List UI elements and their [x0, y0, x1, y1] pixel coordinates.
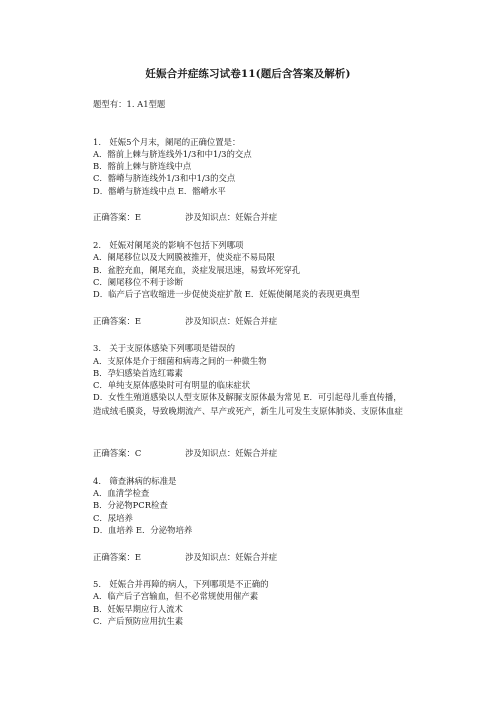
option-long: D．女性生殖道感染以人型支原体及解脲支原体最为常见 E．可引起母儿垂直传播，造成绒毛膜炎，导致晚期流产、早产或死产，新生儿可发生支原体肺炎、支原体血症 [93, 392, 403, 416]
option: D．临产后子宫收缩进一步促使炎症扩散 E．妊娠使阑尾炎的表现更典型 [93, 289, 360, 299]
option: B．盆腔充血，阑尾充血，炎症发展迅速，易致坏死穿孔 [93, 265, 301, 275]
question-stem: 4. 筛查淋病的标准是 [93, 476, 177, 486]
question-stem: 5. 妊娠合并再障的病人，下列哪项是不正确的 [93, 579, 269, 589]
question-stem: 1. 妊娠5个月末，阑尾的正确位置是： [93, 137, 241, 147]
answer-line [93, 212, 277, 223]
option: D．血培养 E．分泌物培养 [93, 525, 193, 535]
option: A．髂前上棘与脐连线外1/3和中1/3的交点 [93, 149, 252, 159]
option: C．髂嵴与脐连线外1/3和中1/3的交点 [93, 173, 236, 183]
question-type: 题型有：1. A1型题 [93, 99, 166, 109]
option: B．髂前上棘与脐连线中点 [93, 161, 192, 171]
option: D．髂嵴与脐连线中点 E．髂嵴水平 [93, 186, 226, 196]
option: C．阑尾移位不利于诊断 [93, 277, 184, 287]
option: A．阑尾移位以及大网膜被推开，使炎症不易局限 [93, 252, 275, 262]
answer-line [93, 552, 277, 563]
page-title: 妊娠合并症练习试卷11(题后含答案及解析) [145, 68, 351, 80]
knowledge-point: 涉及知识点：妊娠合并症 [185, 552, 278, 562]
option: B．孕妇感染首选红霉素 [93, 368, 183, 378]
question-stem: 3. 关于支原体感染下列哪项是错误的 [93, 343, 235, 353]
answer-line [93, 316, 277, 327]
knowledge-point: 涉及知识点：妊娠合并症 [185, 212, 278, 222]
question-stem: 2. 妊娠对阑尾炎的影响不包括下列哪项 [93, 240, 244, 250]
answer-line [93, 448, 277, 459]
answer: 正确答案：E [93, 552, 141, 562]
knowledge-point: 涉及知识点：妊娠合并症 [185, 316, 278, 326]
option: B．妊娠早期应行人流术 [93, 604, 183, 614]
option: B．分泌物PCR检查 [93, 500, 168, 510]
answer: 正确答案：E [93, 212, 141, 222]
option: A．血清学检查 [93, 488, 150, 498]
option: C．尿培养 [93, 513, 133, 523]
option: C．产后预防应用抗生素 [93, 616, 184, 626]
answer: 正确答案：E [93, 316, 141, 326]
option: C．单纯支原体感染时可有明显的临床症状 [93, 380, 251, 390]
option: A．临产后子宫输血，但不必常规使用催产素 [93, 591, 259, 601]
option: A．支原体是介于细菌和病毒之间的一种微生物 [93, 356, 267, 366]
answer: 正确答案：C [93, 448, 142, 458]
knowledge-point: 涉及知识点：妊娠合并症 [185, 448, 278, 458]
